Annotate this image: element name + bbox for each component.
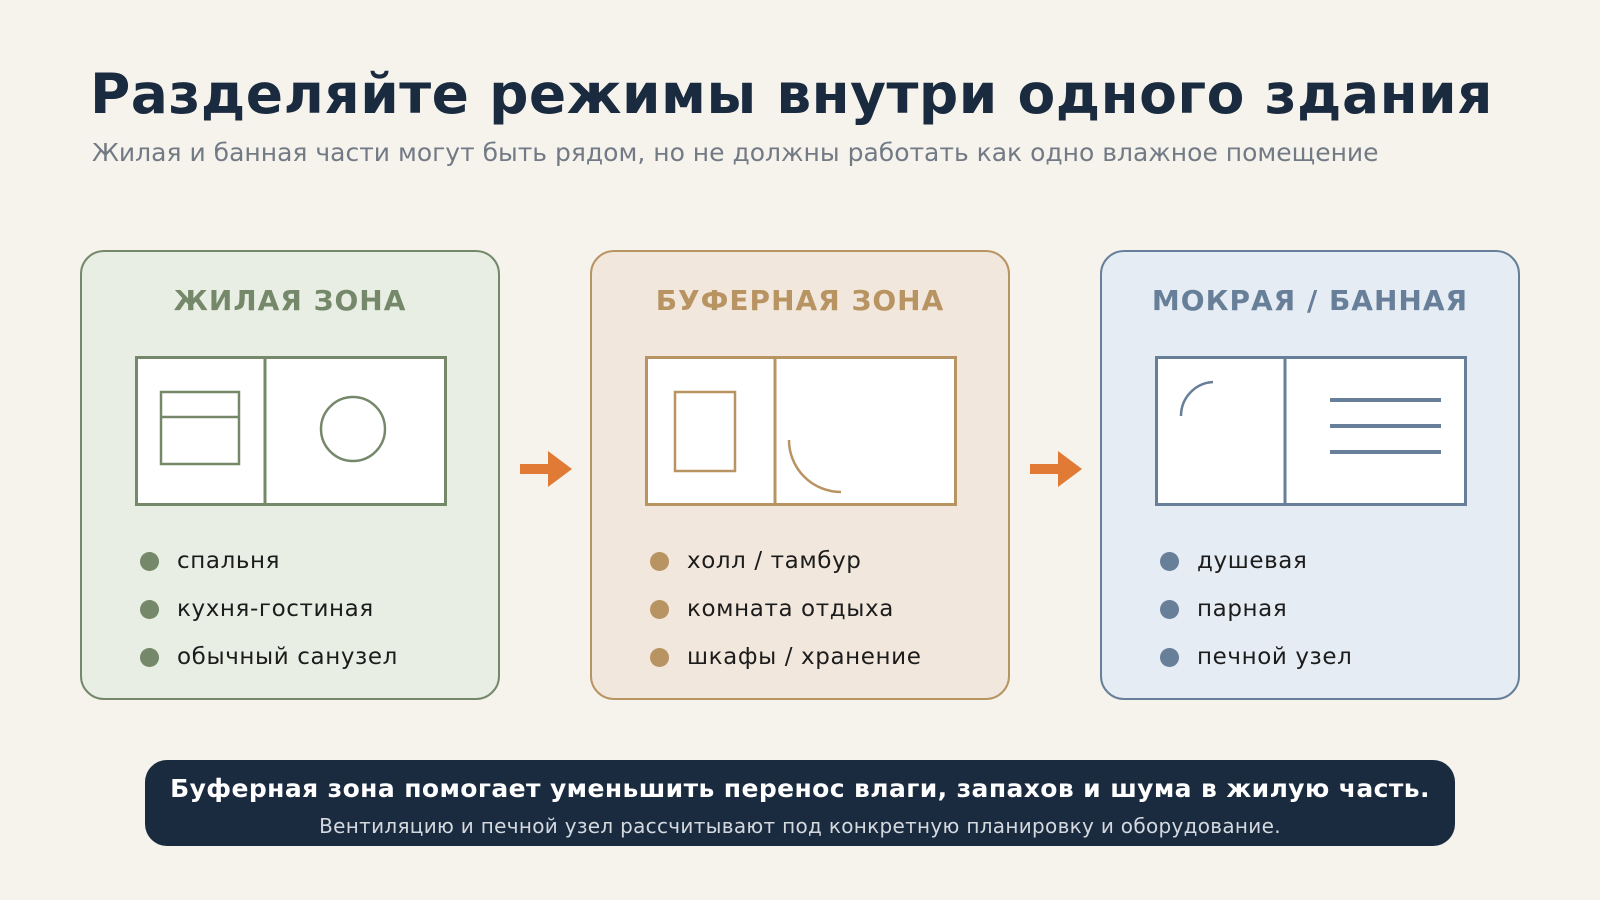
arrow-right-icon	[520, 451, 572, 487]
list-item: обычный санузел	[140, 633, 398, 681]
bullet-dot-icon	[140, 552, 159, 571]
list-item: парная	[1160, 585, 1352, 633]
list-item: комната отдыха	[650, 585, 921, 633]
list-item: душевая	[1160, 537, 1352, 585]
buffer-zone-card	[590, 250, 1010, 700]
bullet-dot-icon	[650, 600, 669, 619]
bullet-dot-icon	[140, 648, 159, 667]
wet-zone-card	[1100, 250, 1520, 700]
wet-zone-title: МОКРАЯ / БАННАЯ	[1151, 284, 1469, 317]
banner-sub-text: Вентиляцию и печной узел рассчитывают под конкретную планировку и оборудование.	[319, 814, 1281, 838]
banner-main-text: Буферная зона помогает уменьшить перенос влаги, запахов и шума в жилую часть.	[170, 774, 1430, 803]
wet-zone-plan-icon	[1155, 356, 1467, 506]
summary-banner	[145, 760, 1455, 846]
bullet-dot-icon	[1160, 600, 1179, 619]
living-zone-plan-icon	[135, 356, 447, 506]
list-item: спальня	[140, 537, 398, 585]
living-zone-list	[140, 537, 398, 681]
arrow-right-icon	[1030, 451, 1082, 487]
list-item: шкафы / хранение	[650, 633, 921, 681]
bullet-dot-icon	[650, 552, 669, 571]
buffer-zone-plan-icon	[645, 356, 957, 506]
page-title: Разделяйте режимы внутри одного здания	[90, 62, 1493, 126]
buffer-zone-title: БУФЕРНАЯ ЗОНА	[655, 284, 945, 317]
list-item: холл / тамбур	[650, 537, 921, 585]
living-zone-title: ЖИЛАЯ ЗОНА	[173, 284, 407, 317]
buffer-zone-list	[650, 537, 921, 681]
bullet-dot-icon	[140, 600, 159, 619]
bullet-dot-icon	[650, 648, 669, 667]
page-subtitle: Жилая и банная части могут быть рядом, но не должны работать как одно влажное помещение	[92, 138, 1379, 167]
wet-zone-list	[1160, 537, 1352, 681]
list-item: печной узел	[1160, 633, 1352, 681]
bullet-dot-icon	[1160, 552, 1179, 571]
bullet-dot-icon	[1160, 648, 1179, 667]
list-item: кухня-гостиная	[140, 585, 398, 633]
living-zone-card	[80, 250, 500, 700]
